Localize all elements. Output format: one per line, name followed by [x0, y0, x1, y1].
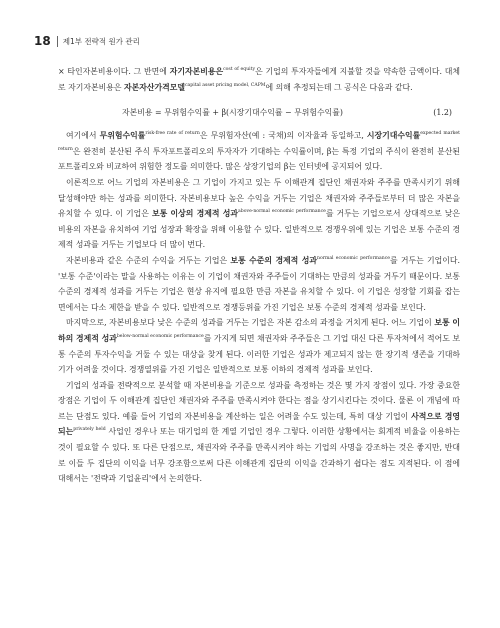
text-run: 은 완전히 분산된 주식 투자포트폴리오의 투자자가 기대하는 수익률이며, β는 특정 기업의 주식이 완전히 분산된 포트폴리오와 비교하여 위험한 정도를 의미한다. 많은 상장기업의 β는 인터넷에 공지되어 있다.	[58, 146, 460, 172]
text-run: 에 의해 추정되는데 그 공식은 다음과 같다.	[265, 82, 413, 92]
paragraph	[58, 253, 460, 315]
paragraph	[58, 175, 460, 253]
text-run: 를 가지게 되면 채권자와 주주들은 그 기업 대신 다른 투자처에서 적어도 보통 수준의 투자수익을 거둘 수 있는 대상을 찾게 된다. 이러한 기업은 성과가 제고되지 않는 한 장기적 생존을 기대하기가 어려울 것이다. 경쟁열위를 가진 기업은 일반적으로 보통 이하의 경제적 성과를 보인다.	[58, 333, 461, 375]
text-run: 여기에서	[66, 131, 100, 141]
key-term: 자기자본비용은	[169, 67, 224, 76]
english-gloss: capital asset pricing model, CAPM	[184, 82, 266, 88]
text-run: 은 기업의 투자자들에게 지불할 것을 약속한 금액이다. 대체로 자기자본비용은	[58, 67, 460, 92]
key-term: 자본자산가격모델	[124, 82, 185, 92]
key-term: 보통 이상의 경제적 성과	[151, 209, 239, 219]
header-divider	[57, 36, 58, 47]
text-run: 를 거두는 기업이다. '보통 수준'이라는 말을 사용하는 이유는 이 기업이 채권자와 주주들이 기대하는 만큼의 성과를 거두기 때문이다. 보통 수준의 경제적 성과를 거두는 기업은 현상 유지에 필요한 만큼 자본을 유치할 수 있다. 이 기업은 성장할 기회를 잡는 면에서는 다소 제한을 받을 수 있다. 일반적으로 경쟁등위를 가진 기업은 보통 수준의 경제적 성과를 보인다.	[58, 255, 460, 312]
chapter-label: 제1부 전략적 원가 관리	[62, 36, 140, 46]
paragraph	[58, 64, 460, 95]
text-run: 사업인 경우나 또는 대기업의 한 계열 기업인 경우 그렇다. 이러한 상황에서는 회계적 비율을 이용하는 것이 필요할 수 있다. 또 다른 단점으로, 채권자와 주주를 만족시켜야 하는 기업의 사명을 강조하는 것은 좋지만, 반대로 이들 두 집단의 이익을 너무 강조함으로써 다른 이해관계 집단의 이익을 간과하기 쉽다는 점도 지적된다. 이 점에 대해서는 '전략과 기업윤리'에서 논의한다.	[58, 427, 460, 484]
english-gloss: risk-free rate of return	[145, 131, 200, 137]
text-run: 이론적으로 어느 기업의 자본비용은 그 기업이 가지고 있는 두 이해관계 집단인 채권자와 주주를 만족시키기 위해 달성해야만 하는 성과를 의미한다. 자본비용보다 높은 수익을 거두는 기업은 채권자와 주주들로부터 더 많은 자본을 유치할 수 있다. 이 기업은	[58, 177, 460, 219]
equation	[58, 97, 460, 127]
key-term: 보통 수준의 경제적 성과	[230, 255, 318, 265]
key-term: 보통 이하의 경제적 성과	[58, 318, 460, 343]
english-gloss: cost of equity	[223, 67, 256, 72]
cost-of-capital-formula: 자본비용 = 무위험수익률 + β(시장기대수익률 − 무위험수익률)	[122, 107, 343, 117]
text-run: 마지막으로, 자본비용보다 낮은 수준의 성과를 거두는 기업은 자본 감소의 과정을 거치게 된다. 어느 기업이	[66, 318, 435, 328]
text-run: 은 무위험자산(예 : 국채)의 이자율과 동일하고,	[199, 131, 367, 141]
key-term: 무위험수익률	[99, 131, 146, 141]
text-run: 를 거두는 기업으로서 상대적으로 낮은 비용의 자본을 유치하여 기업 성장과 확장을 위해 이용할 수 있다. 일반적으로 경쟁우위에 있는 기업은 보통 수준의 경제적 성과를 거두는 기업보다 더 많이 번다.	[58, 209, 460, 250]
english-gloss: above-normal economic performance	[238, 209, 326, 215]
text-run: × 타인자본비용이다. 그 반면에	[58, 67, 170, 76]
body-text	[58, 64, 460, 487]
english-gloss: expected market return	[58, 131, 461, 152]
english-gloss: normal economic performance	[317, 255, 390, 261]
text-run: 기업의 성과를 전략적으로 분석할 때 자본비용을 기준으로 성과를 측정하는 것은 몇 가지 장점이 있다. 가장 중요한 장점은 기업이 두 이해관계 집단인 채권자와 주주를 만족시켜야 한다는 점을 상기시킨다는 것이다. 물론 이 개념에 따르는 단점도 있다. 예를 들어 기업의 자본비용을 계산하는 일은 어려울 수도 있는데, 특히 대상 기업이	[58, 380, 460, 421]
paragraph	[58, 315, 460, 377]
key-term: 시장기대수익률	[366, 131, 421, 141]
english-gloss: below-normal economic performance	[116, 333, 204, 339]
running-head	[34, 34, 140, 48]
equation-number: (1.2)	[433, 107, 452, 117]
paragraph	[58, 378, 460, 487]
text-run: 자본비용과 같은 수준의 수익을 거두는 기업은	[66, 255, 231, 265]
english-gloss: privately held	[73, 427, 106, 433]
page-number: 18	[34, 34, 51, 48]
key-term: 사적으로 경영되는	[58, 411, 460, 437]
paragraph	[58, 128, 460, 175]
